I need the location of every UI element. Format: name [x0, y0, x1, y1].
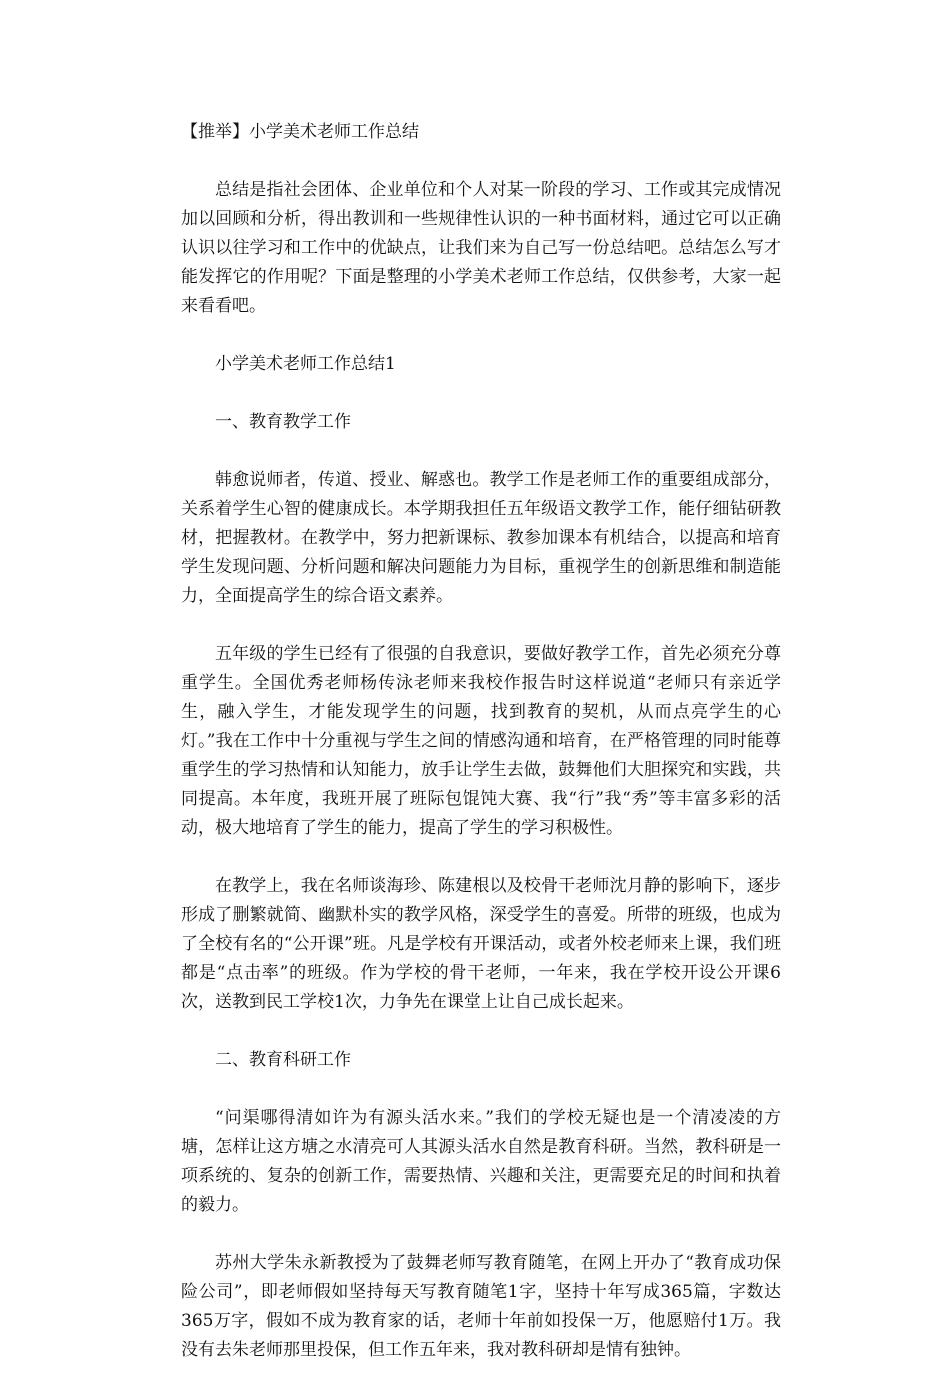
paragraph-3: 在教学上，我在名师谈海珍、陈建根以及校骨干老师沈月静的影响下，逐步形成了删繁就简、幽默朴实的教学风格，深受学生的喜爱。所带的班级，也成为了全校有名的“公开课”班。凡是学校有开课活动，或者外校老师来上课，我们班都是“点击率”的班级。作为学校的骨干老师，一年来，我在学校开设公开课6次，送教到民工学校1次，力争先在课堂上让自己成长起来。	[181, 876, 781, 1012]
paragraph-5: 苏州大学朱永新教授为了鼓舞老师写教育随笔，在网上开办了“教育成功保险公司”，即老师假如坚持每天写教育随笔1字，坚持十年写成365篇，字数达365万字，假如不成为教育家的话，老师十年前如投保一万，他愿赔付1万。我没有去朱老师那里投保，但工作五年来，我对教科研却是情有独钟。	[181, 1253, 781, 1360]
intro-paragraph: 总结是指社会团体、企业单位和个人对某一阶段的学习、工作或其完成情况加以回顾和分析，得出教训和一些规律性认识的一种书面材料，通过它可以正确认识以往学习和工作中的优缺点，让我们来为自己写一份总结吧。总结怎么写才能发挥它的作用呢？下面是整理的小学美术老师工作总结，仅供参考，大家一起来看看吧。	[181, 180, 781, 316]
paragraph-2: 五年级的学生已经有了很强的自我意识，要做好教学工作，首先必须充分尊重学生。全国优秀老师杨传泳老师来我校作报告时这样说道“老师只有亲近学生，融入学生，才能发现学生的问题，找到教育的契机，从而点亮学生的心灯。”我在工作中十分重视与学生之间的情感沟通和培育，在严格管理的同时能尊重学生的学习热情和认知能力，放手让学生去做，鼓舞他们大胆探究和实践，共同提高。本年度，我班开展了班际包馄饨大赛、我“行”我“秀”等丰富多彩的活动，极大地培育了学生的能力，提高了学生的学习积极性。	[181, 644, 781, 838]
heading-teaching-work: 一、教育教学工作	[215, 412, 351, 432]
paragraph-4: “问渠哪得清如许为有源头活水来。”我们的学校无疑也是一个清凌凌的方塘，怎样让这方塘之水清亮可人其源头活水自然是教育科研。当然，教科研是一项系统的、复杂的创新工作，需要热情、兴趣和关注，更需要充足的时间和执着的毅力。	[181, 1108, 781, 1215]
document-title: 【推举】小学美术老师工作总结	[181, 122, 419, 142]
heading-research-work: 二、教育科研工作	[215, 1050, 351, 1070]
section-title: 小学美术老师工作总结1	[215, 354, 396, 374]
paragraph-1: 韩愈说师者，传道、授业、解惑也。教学工作是老师工作的重要组成部分，关系着学生心智的健康成长。本学期我担任五年级语文教学工作，能仔细钻研教材，把握教材。在教学中，努力把新课标、教参加课本有机结合，以提高和培育学生发现问题、分析问题和解决问题能力为目标，重视学生的创新思维和制造能力，全面提高学生的综合语文素养。	[181, 470, 781, 606]
document-body	[181, 118, 781, 1394]
